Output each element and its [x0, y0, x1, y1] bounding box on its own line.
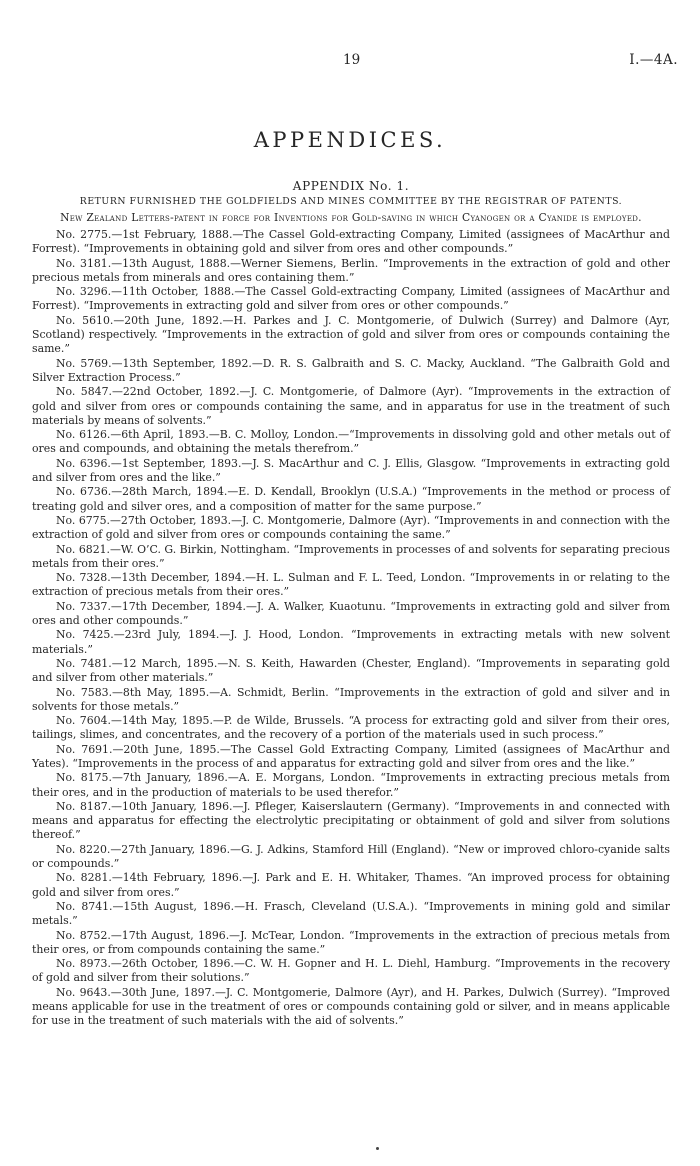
- patent-entry: No. 8175.—7th January, 1896.—A. E. Morgans, London. “Improvements in extracting precious metals from their ores, and in the production of materials to be used therefor.”: [32, 771, 670, 799]
- patent-entry: No. 8741.—15th August, 1896.—H. Frasch, Cleveland (U.S.A.). “Improvements in mining gold and similar metals.”: [32, 899, 670, 928]
- patent-entry: No. 7337.—17th December, 1894.—J. A. Walker, Kuaotunu. “Improvements in extracting gold and silver from ores and other compounds.”: [32, 599, 670, 628]
- patent-entry: No. 8187.—10th January, 1896.—J. Pfleger, Kaiserslautern (Germany). “Improvements in and connected with means and apparatus for effecting the electrolytic precipitating or obtainment of gold and silver from solutions thereof.”: [32, 799, 670, 842]
- patent-entry: No. 6126.—6th April, 1893.—B. C. Molloy, London.—“Improvements in dissolving gold and other metals out of ores and compounds, and obtaining the metals therefrom.”: [32, 428, 670, 456]
- page-header: [0, 52, 700, 72]
- patents-subheading: New Zealand Letters-patent in force for Inventions for Gold-saving in which Cyanogen or a Cyanide is employed.: [60, 211, 642, 224]
- patent-entry: No. 6821.—W. O’C. G. Birkin, Nottingham. “Improvements in processes of and solvents for separating precious metals from their ores.”: [32, 542, 670, 570]
- patent-entry: No. 6775.—27th October, 1893.—J. C. Montgomerie, Dalmore (Ayr). “Improvements in and connection with the extraction of gold and silver from ores or compounds containing the same.”: [32, 513, 670, 542]
- page-number: 19: [343, 52, 361, 68]
- patent-entry: No. 6736.—28th March, 1894.—E. D. Kendall, Brooklyn (U.S.A.) “Improvements in the method or process of treating gold and silver ores, and a composition of matter for the same purpose.”: [32, 485, 670, 513]
- patent-entry: No. 8220.—27th January, 1896.—G. J. Adkins, Stamford Hill (England). “New or improved chloro-cyanide salts or compounds.”: [32, 842, 670, 871]
- return-heading: RETURN FURNISHED THE GOLDFIELDS AND MINES COMMITTEE BY THE REGISTRAR OF PATENTS.: [79, 196, 623, 207]
- patent-entry: No. 8281.—14th February, 1896.—J. Park and E. H. Whitaker, Thames. “An improved process for obtaining gold and silver from ores.”: [32, 871, 670, 899]
- patent-entry: No. 7691.—20th June, 1895.—The Cassel Gold Extracting Company, Limited (assignees of MacArthur and Yates). “Improvements in the process of and apparatus for extracting gold and silver from ores and the like.”: [32, 742, 670, 770]
- document-reference: I.—4A.: [629, 52, 678, 68]
- patent-entry: No. 6396.—1st September, 1893.—J. S. MacArthur and C. J. Ellis, Glasgow. “Improvements in extracting gold and silver from ores and the like.”: [32, 456, 670, 485]
- page-title: APPENDICES.: [253, 128, 447, 152]
- patent-entry: No. 7328.—13th December, 1894.—H. L. Sulman and F. L. Teed, London. “Improvements in or relating to the extraction of precious metals from their ores.”: [32, 571, 670, 599]
- patent-entry: No. 9643.—30th June, 1897.—J. C. Montgomerie, Dalmore (Ayr), and H. Parkes, Dulwich (Surrey). “Improved means applicable for use in the treatment of ores or compounds containing gold or silver, and in means applicable for use in the treatment of such materials with the aid of solvents.”: [32, 985, 670, 1028]
- patent-entry: No. 2775.—1st February, 1888.—The Cassel Gold-extracting Company, Limited (assignees of MacArthur and Forrest). “Improvements in obtaining gold and silver from ores and other compounds.”: [32, 228, 670, 256]
- patent-list: [32, 228, 670, 1029]
- patent-entry: No. 5769.—13th September, 1892.—D. R. S. Galbraith and S. C. Macky, Auckland. “The Galbraith Gold and Silver Extraction Process.”: [32, 356, 670, 384]
- patent-entry: No. 8973.—26th October, 1896.—C. W. H. Gopner and H. L. Diehl, Hamburg. “Improvements in the recovery of gold and silver from their solutions.”: [32, 957, 670, 985]
- patent-entry: No. 7604.—14th May, 1895.—P. de Wilde, Brussels. “A process for extracting gold and silver from their ores, tailings, slimes, and concentrates, and the recovery of a portion of the materials used in such process.”: [32, 714, 670, 742]
- appendix-heading: APPENDIX No. 1.: [292, 179, 410, 193]
- patent-entry: No. 7583.—8th May, 1895.—A. Schmidt, Berlin. “Improvements in the extraction of gold and silver and in solvents for those metals.”: [32, 685, 670, 713]
- patent-entry: No. 8752.—17th August, 1896.—J. McTear, London. “Improvements in the extraction of precious metals from their ores, or from compounds containing the same.”: [32, 928, 670, 956]
- page-mark: [376, 1147, 379, 1150]
- patent-entry: No. 7481.—12 March, 1895.—N. S. Keith, Hawarden (Chester, England). “Improvements in separating gold and silver from other materials.”: [32, 656, 670, 685]
- appendix-section: [32, 179, 670, 1029]
- patent-entry: No. 7425.—23rd July, 1894.—J. J. Hood, London. “Improvements in extracting metals with new solvent materials.”: [32, 628, 670, 656]
- patent-entry: No. 5610.—20th June, 1892.—H. Parkes and J. C. Montgomerie, of Dulwich (Surrey) and Dalmore (Ayr, Scotland) respectively. “Improvements in the extraction of gold and silver from ores or compounds containing the same.”: [32, 313, 670, 356]
- patent-entry: No. 3181.—13th August, 1888.—Werner Siemens, Berlin. “Improvements in the extraction of gold and other precious metals from minerals and ores containing them.”: [32, 256, 670, 284]
- patent-entry: No. 5847.—22nd October, 1892.—J. C. Montgomerie, of Dalmore (Ayr). “Improvements in the extraction of gold and silver from ores or compounds containing the same, and in apparatus for use in the treatment of such materials by means of solvents.”: [32, 385, 670, 427]
- patent-entry: No. 3296.—11th October, 1888.—The Cassel Gold-extracting Company, Limited (assignees of MacArthur and Forrest). “Improvements in extracting gold and silver from ores or other compounds.”: [32, 285, 670, 313]
